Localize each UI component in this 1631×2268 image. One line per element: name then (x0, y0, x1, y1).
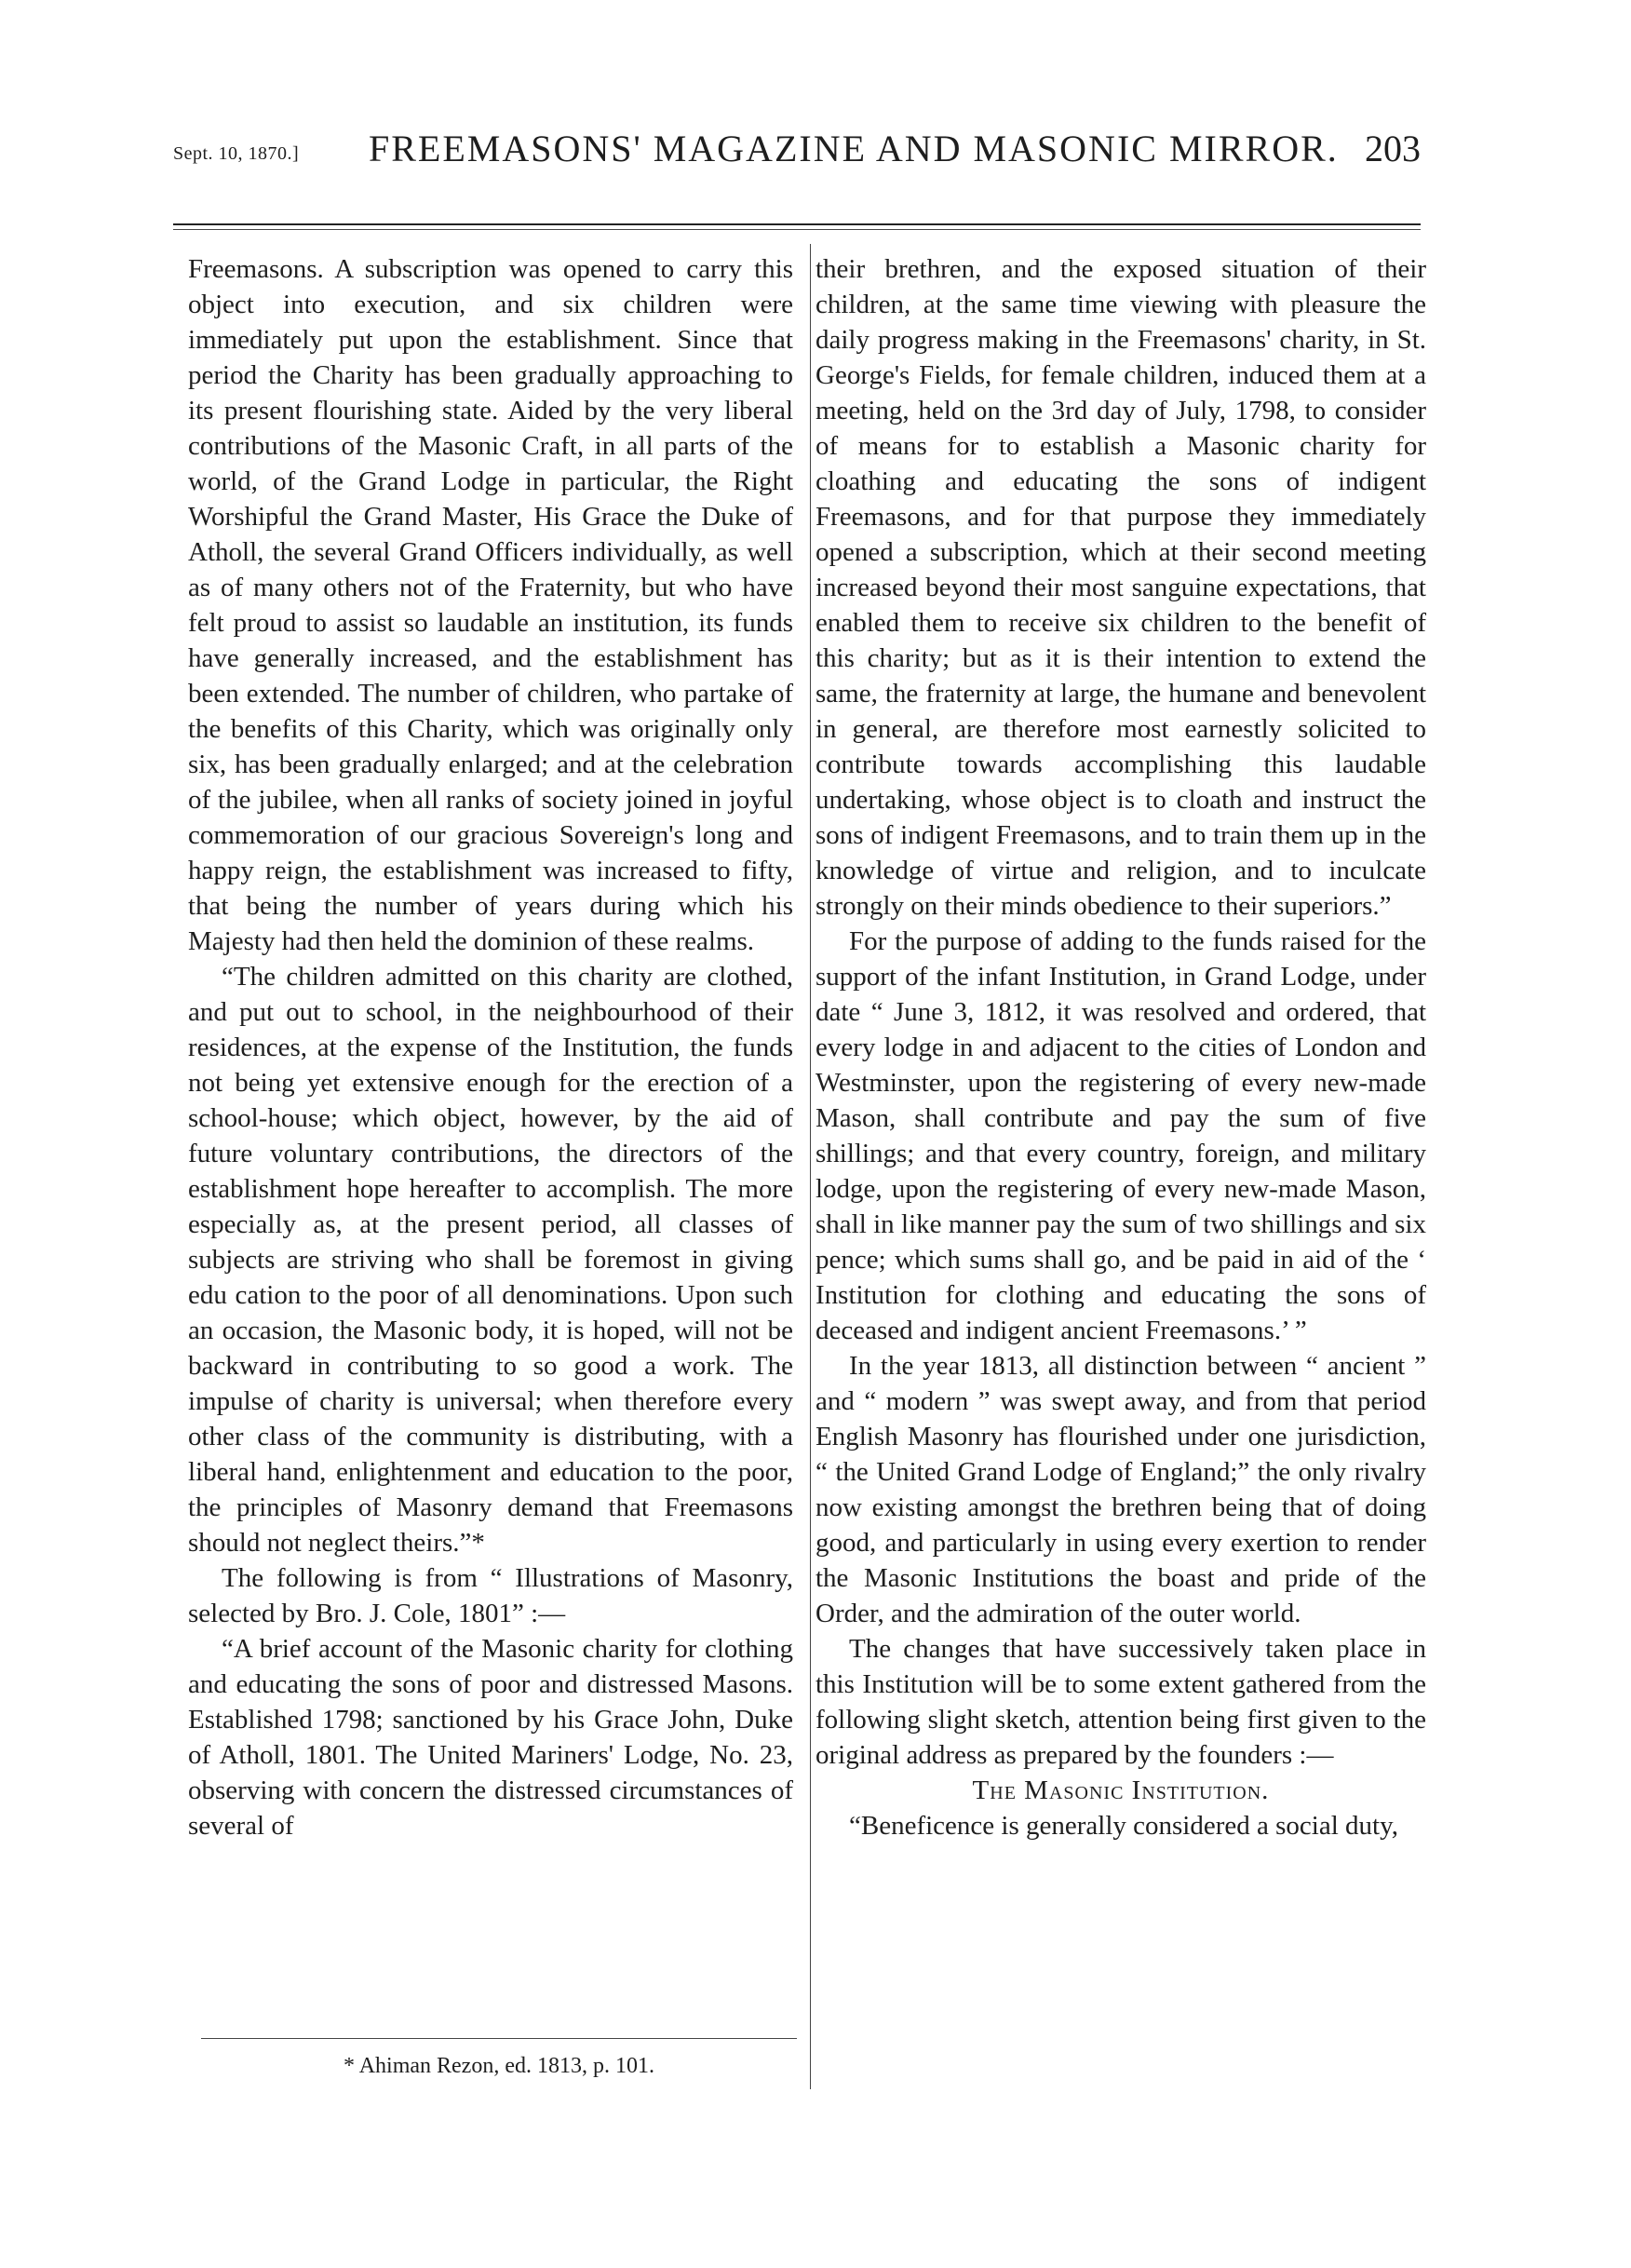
page-number: 203 (1365, 128, 1421, 169)
page-header (173, 123, 1439, 171)
footnote: * Ahiman Rezon, ed. 1813, p. 101. (344, 2054, 654, 2078)
header-rule (173, 223, 1421, 225)
paragraph: Freemasons. A subscription was opened to carry this object into execution, and six children were immediately put upon the establishment. Since that period the Charity has been gradually approaching to its present flourishing state. Aided by the very liberal contributions of the Masonic Craft, in all parts of the world, of the Grand Lodge in particular, the Right Worshipful the Grand Master, His Grace the Duke of Atholl, the several Grand Officers individually, as well as of many others not of the Fraternity, but who have felt proud to assist so laudable an institution, its funds have generally increased, and the establishment has been extended. The number of children, who partake of the benefits of this Charity, which was originally only six, has been gradually enlarged; and at the celebration of the jubilee, when all ranks of society joined in joyful commemoration of our gracious Sovereign's long and happy reign, the establishment was increased to fifty, that being the number of years during which his Majesty had then held the dominion of these realms. (188, 254, 793, 956)
paragraph: their brethren, and the exposed situation of their children, at the same time viewing with pleasure the daily progress making in the Freemasons' charity, in St. George's Fields, for female children, induced them at a meeting, held on the 3rd day of July, 1798, to consider of means for to establish a Masonic charity for cloathing and educating the sons of indigent Freemasons, and for that purpose they immediately opened a subscription, which at their second meeting increased beyond their most sanguine expectations, that enabled them to receive six children to the benefit of this charity; but as it is their intention to extend the same, the fraternity at large, the humane and benevolent in general, are therefore most earnestly solicited to contribute towards accomplishing this laudable undertaking, whose object is to cloath and instruct the sons of indigent Freemasons, and to train them up in the knowledge of virtue and religion, and to inculcate strongly on their minds obedience to their superiors.” (816, 254, 1426, 921)
paragraph: The changes that have successively taken place in this Institution will be to some extent gathered from the following slight sketch, attention being first given to the original address as prepared by the founders :— (816, 1634, 1426, 1770)
paragraph: In the year 1813, all distinction between “ ancient ” and “ modern ” was swept away, and from that period English Masonry has flourished under one jurisdiction, “ the United Grand Lodge of England;” the only rivalry now existing amongst the brethren being that of doing good, and particularly in using every exertion to render the Masonic Institutions the boast and pride of the Order, and the admiration of the outer world. (816, 1351, 1426, 1628)
paragraph: “A brief account of the Masonic charity for clothing and educating the sons of poor and distressed Masons. Established 1798; sanctioned by his Grace John, Duke of Atholl, 1801. The United Mariners' Lodge, No. 23, observing with concern the distressed circumstances of several of (188, 1634, 793, 1841)
issue-date: Sept. 10, 1870.] (173, 143, 300, 164)
footnote-rule (201, 2038, 797, 2039)
paragraph: “The children admitted on this charity are clothed, and put out to school, in the neighbourhood of their residences, at the expense of the Institution, the funds not being yet extensive enough for the erection of a school-house; which object, however, by the aid of future voluntary contributions, the directors of the establishment hope hereafter to accomplish. The more especially as, at the present period, all classes of subjects are striving who shall be foremost in giving edu cation to the poor of all denominations. Upon such an occasion, the Masonic body, it is hoped, will not be backward in contributing to so good a work. The impulse of charity is universal; when therefore every other class of the community is distributing, with a liberal hand, enlightenment and education to the poor, the principles of Masonry demand that Freemasons should not neglect theirs.”* (188, 962, 793, 1558)
magazine-title: FREEMASONS' MAGAZINE AND MASONIC MIRROR. (369, 128, 1339, 169)
header-rule-thin (173, 229, 1421, 230)
column-divider (810, 244, 811, 2089)
left-column (188, 251, 793, 1843)
right-column (816, 251, 1426, 1843)
paragraph: For the purpose of adding to the funds raised for the support of the infant Institution, in Grand Lodge, under date “ June 3, 1812, it was resolved and ordered, that every lodge in and adjacent to the cities of London and Westminster, upon the registering of every new-made Mason, shall contribute and pay the sum of five shillings; and that every country, foreign, and military lodge, upon the registering of every new-made Mason, shall in like manner pay the sum of two shillings and six pence; which sums shall go, and be paid in aid of the ‘ Institution for clothing and educating the sons of deceased and indigent ancient Freemasons.’ ” (816, 926, 1426, 1345)
paragraph: “Beneficence is generally considered a social duty, (849, 1811, 1398, 1841)
paragraph: The following is from “ Illustrations of Masonry, selected by Bro. J. Cole, 1801” :— (188, 1563, 793, 1628)
section-subheading: The Masonic Institution. (972, 1775, 1270, 1805)
